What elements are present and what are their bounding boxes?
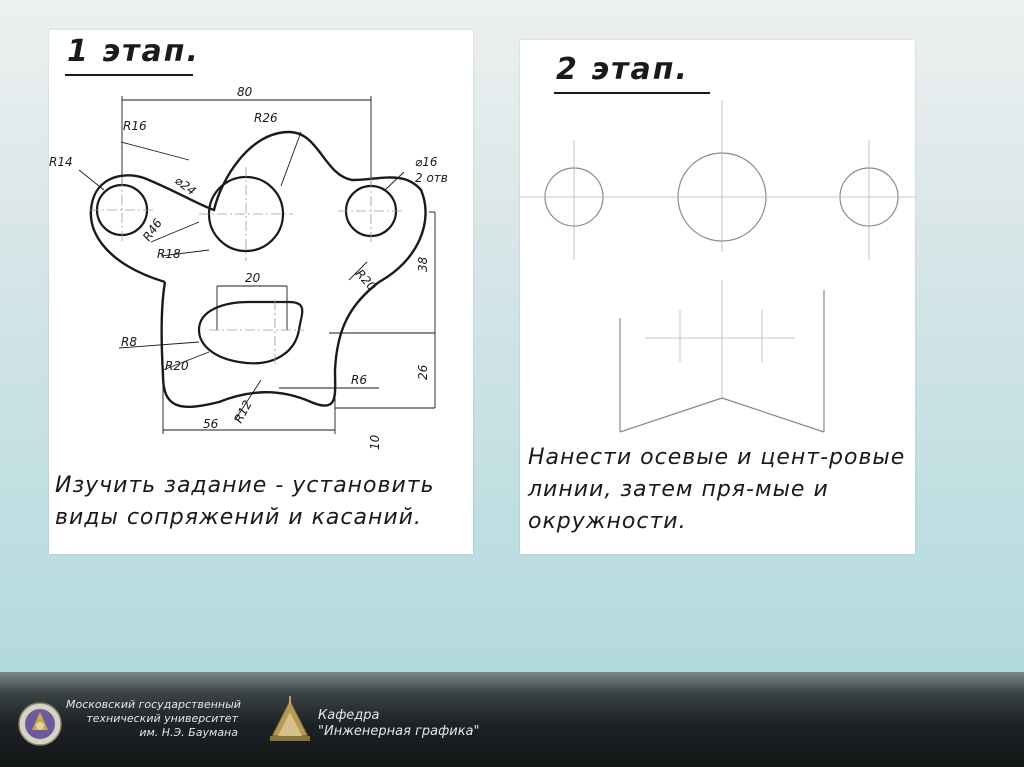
dimension-labels	[49, 85, 448, 450]
dim-26: 26	[416, 364, 430, 380]
university-line-1: Московский государственный	[66, 698, 241, 711]
dim-holes: 2 отв	[415, 171, 448, 185]
dim-r12: R12	[231, 397, 255, 426]
part-outline	[91, 132, 426, 407]
stage2-drawing	[520, 40, 915, 440]
stage1-caption: Изучить задание - установить виды сопряжений и касаний.	[55, 473, 435, 530]
dim-r20-right: R20	[352, 266, 379, 294]
department-line-1: Кафедра	[318, 708, 380, 723]
department-name	[318, 708, 480, 740]
dim-10: 10	[368, 434, 382, 450]
university-line-3: им. Н.Э. Баумана	[139, 726, 238, 739]
dim-56: 56	[203, 417, 219, 431]
university-emblem-icon	[18, 700, 62, 748]
dim-38: 38	[416, 256, 430, 272]
dim-r6: R6	[351, 373, 367, 387]
stage1-title: 1 этап.	[67, 34, 200, 69]
dim-r8: R8	[121, 335, 137, 349]
stage2-panel	[520, 40, 915, 554]
dim-r46: R46	[139, 216, 165, 244]
stage2-caption: Нанести осевые и цент-ровые линии, затем пря-мые и окружности.	[528, 445, 906, 534]
dim-r26: R26	[254, 111, 278, 125]
dim-r16: R16	[123, 119, 147, 133]
university-line-2: технический университет	[86, 712, 238, 725]
stage2-center-lines	[520, 100, 915, 400]
stage1-panel	[49, 30, 473, 554]
footer-bar	[0, 672, 1024, 767]
dim-d24: ⌀24	[172, 173, 199, 199]
dim-80: 80	[237, 85, 253, 99]
department-line-2: "Инженерная графика"	[318, 724, 480, 739]
department-logo-icon	[268, 694, 312, 744]
dim-20: 20	[245, 271, 261, 285]
dimension-lines	[79, 96, 435, 434]
dim-r20-bottom: R20	[165, 359, 189, 373]
stage1-drawing	[49, 30, 473, 470]
university-name	[66, 698, 241, 740]
stage2-title: 2 этап.	[556, 52, 689, 87]
dim-d16: ⌀16	[415, 155, 438, 169]
dim-r14: R14	[49, 155, 73, 169]
dim-r18: R18	[157, 247, 181, 261]
